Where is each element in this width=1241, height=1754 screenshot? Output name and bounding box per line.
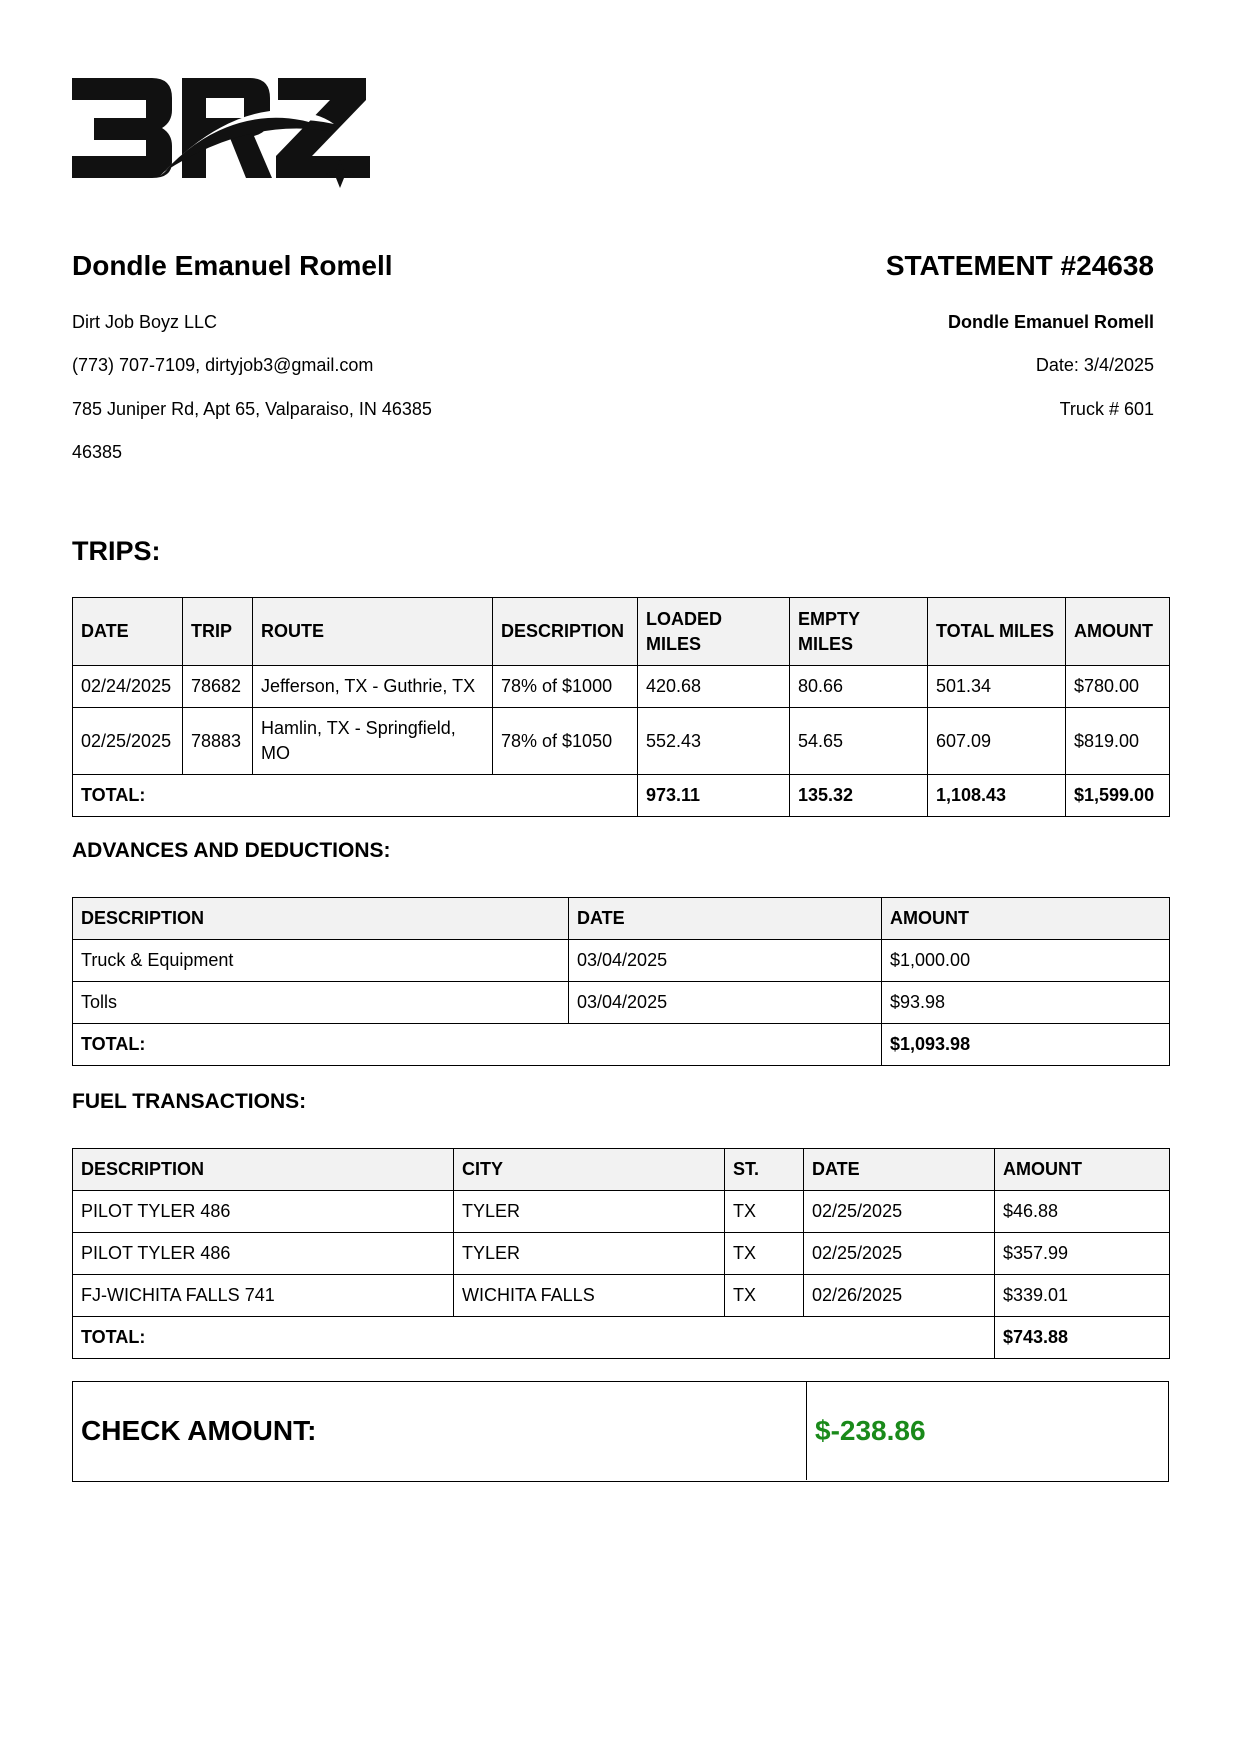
sender-zip: 46385 [72, 442, 123, 462]
table-row [73, 982, 1170, 1024]
sender-address: 785 Juniper Rd, Apt 65, Valparaiso, IN 46385 [72, 399, 432, 419]
column-header: DESCRIPTION [493, 598, 638, 666]
table-cell: 02/26/2025 [804, 1275, 995, 1317]
trips-heading: TRIPS: [72, 536, 161, 566]
table-row [73, 708, 1170, 775]
total-amount: $1,093.98 [882, 1024, 1170, 1066]
table-cell: 78883 [183, 708, 253, 775]
column-header: DATE [804, 1149, 995, 1191]
table-cell: 03/04/2025 [569, 940, 882, 982]
column-header: DESCRIPTION [73, 1149, 454, 1191]
table-cell: 02/25/2025 [804, 1233, 995, 1275]
table-cell: TX [725, 1191, 804, 1233]
table-cell: Tolls [73, 982, 569, 1024]
deductions-table [72, 897, 1170, 1066]
table-cell: Jefferson, TX - Guthrie, TX [253, 666, 493, 708]
table-cell: PILOT TYLER 486 [73, 1191, 454, 1233]
statement-truck: Truck # 601 [1059, 399, 1154, 419]
statement-title: STATEMENT #24638 [885, 250, 1154, 281]
table-cell: 607.09 [928, 708, 1066, 775]
table-cell: $780.00 [1066, 666, 1170, 708]
table-cell: 54.65 [790, 708, 928, 775]
table-cell: $46.88 [995, 1191, 1170, 1233]
deductions-heading: ADVANCES AND DEDUCTIONS: [72, 839, 391, 862]
column-header: ST. [725, 1149, 804, 1191]
table-cell: 80.66 [790, 666, 928, 708]
total-label: TOTAL: [73, 775, 638, 817]
fuel-heading: FUEL TRANSACTIONS: [72, 1090, 307, 1113]
table-cell: WICHITA FALLS [454, 1275, 725, 1317]
sender-name: Dondle Emanuel Romell [72, 250, 393, 281]
table-cell: 03/04/2025 [569, 982, 882, 1024]
table-row [73, 1275, 1170, 1317]
table-cell: Truck & Equipment [73, 940, 569, 982]
table-cell: 78% of $1000 [493, 666, 638, 708]
total-amount: $1,599.00 [1066, 775, 1170, 817]
table-row [73, 940, 1170, 982]
check-amount-box [72, 1381, 1169, 1482]
table-cell: TYLER [454, 1191, 725, 1233]
total-label: TOTAL: [73, 1024, 882, 1066]
table-row [73, 666, 1170, 708]
column-header: TOTAL MILES [928, 598, 1066, 666]
table-cell: FJ-WICHITA FALLS 741 [73, 1275, 454, 1317]
sender-company: Dirt Job Boyz LLC [72, 312, 218, 332]
column-header: AMOUNT [995, 1149, 1170, 1191]
column-header: DATE [73, 598, 183, 666]
column-header: EMPTY MILES [790, 598, 928, 666]
trips-table [72, 597, 1170, 817]
table-row [73, 1233, 1170, 1275]
table-cell: 02/25/2025 [804, 1191, 995, 1233]
column-header: ROUTE [253, 598, 493, 666]
table-cell: 02/24/2025 [73, 666, 183, 708]
table-cell: TX [725, 1275, 804, 1317]
deductions-total-row [73, 1024, 1170, 1066]
total-miles: 1,108.43 [928, 775, 1066, 817]
table-cell: 78% of $1050 [493, 708, 638, 775]
table-cell: 552.43 [638, 708, 790, 775]
table-cell: $339.01 [995, 1275, 1170, 1317]
total-label: TOTAL: [73, 1317, 995, 1359]
deductions-header-row [73, 898, 1170, 940]
check-divider [806, 1382, 807, 1480]
table-cell: $93.98 [882, 982, 1170, 1024]
table-cell: TYLER [454, 1233, 725, 1275]
column-header: LOADED MILES [638, 598, 790, 666]
table-row [73, 1191, 1170, 1233]
statement-page [72, 0, 1169, 1754]
fuel-header-row [73, 1149, 1170, 1191]
table-cell: $819.00 [1066, 708, 1170, 775]
statement-recipient: Dondle Emanuel Romell [947, 312, 1154, 332]
table-cell: TX [725, 1233, 804, 1275]
check-amount-label: CHECK AMOUNT: [81, 1415, 317, 1446]
check-amount-value: $-238.86 [815, 1415, 926, 1446]
column-header: DESCRIPTION [73, 898, 569, 940]
column-header: AMOUNT [1066, 598, 1170, 666]
column-header: TRIP [183, 598, 253, 666]
column-header: DATE [569, 898, 882, 940]
fuel-total-row [73, 1317, 1170, 1359]
column-header: CITY [454, 1149, 725, 1191]
table-cell: 78682 [183, 666, 253, 708]
table-cell: 420.68 [638, 666, 790, 708]
total-amount: $743.88 [995, 1317, 1170, 1359]
trips-total-row [73, 775, 1170, 817]
trips-header-row [73, 598, 1170, 666]
total-loaded-miles: 973.11 [638, 775, 790, 817]
table-cell: $357.99 [995, 1233, 1170, 1275]
table-cell: 501.34 [928, 666, 1066, 708]
table-cell: PILOT TYLER 486 [73, 1233, 454, 1275]
column-header: AMOUNT [882, 898, 1170, 940]
table-cell: $1,000.00 [882, 940, 1170, 982]
statement-date: Date: 3/4/2025 [1035, 355, 1154, 375]
sender-contact: (773) 707-7109, dirtyjob3@gmail.com [72, 355, 374, 375]
total-empty-miles: 135.32 [790, 775, 928, 817]
table-cell: Hamlin, TX - Springfield, MO [253, 708, 493, 775]
company-logo [72, 76, 382, 192]
table-cell: 02/25/2025 [73, 708, 183, 775]
fuel-table [72, 1148, 1170, 1359]
